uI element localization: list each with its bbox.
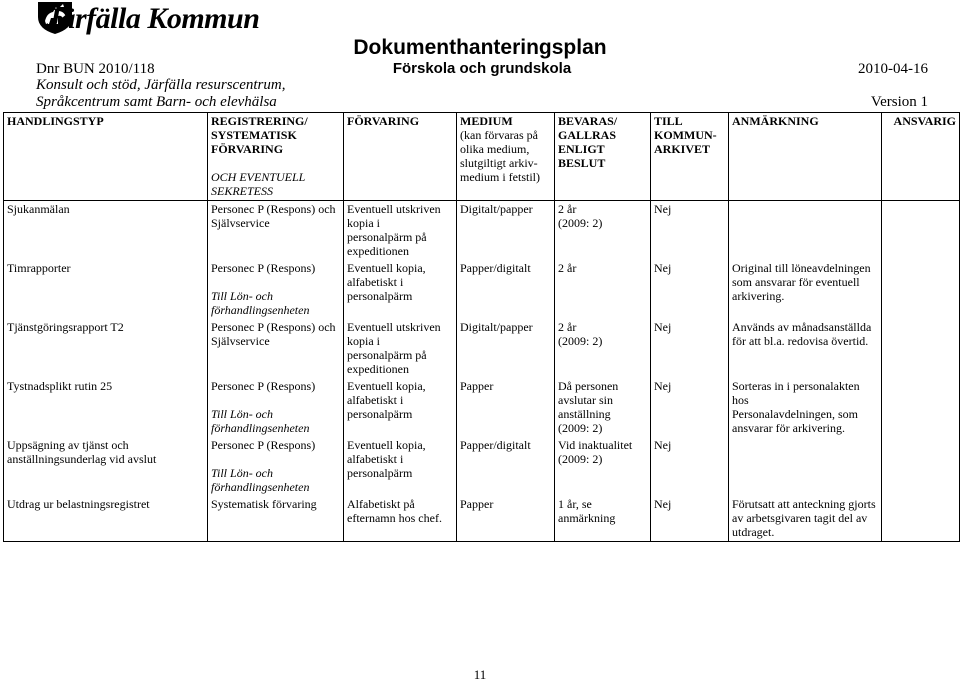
- header-registrering: REGISTRERING/ SYSTEMATISK FÖRVARING OCH EVENTUELL SEKRETESS: [208, 113, 344, 201]
- cell-forvaring: [344, 319, 457, 378]
- cell-bevaras: [555, 437, 651, 496]
- cell-line: 2 år: [558, 202, 577, 216]
- cell-bevaras: [555, 378, 651, 437]
- cell-line: förhandlingsenheten: [211, 421, 310, 435]
- document-subtitle: Förskola och grundskola: [392, 60, 572, 77]
- cell-line: efternamn hos chef.: [347, 511, 442, 525]
- cell-registrering: [208, 437, 344, 496]
- cell-line: arkivering.: [732, 289, 785, 303]
- cell-ansvarig: [882, 260, 960, 319]
- cell-line: för att bl.a. redovisa övertid.: [732, 334, 869, 348]
- header-ansvarig: ANSVARIG: [882, 113, 960, 201]
- cell-line: Eventuell utskriven: [347, 202, 441, 216]
- cell-line: (2009: 2): [558, 421, 603, 435]
- cell-registrering: [208, 260, 344, 319]
- cell-line: Nej: [654, 379, 672, 393]
- cell-line: Förutsatt att anteckning gjorts: [732, 497, 876, 511]
- cell-line: kopia i: [347, 334, 380, 348]
- logo-text: Järfälla Kommun: [46, 2, 260, 35]
- cell-line: förhandlingsenheten: [211, 303, 310, 317]
- cell-line: anställning: [558, 407, 611, 421]
- cell-line: Papper/digitalt: [460, 261, 531, 275]
- cell-line: Till Lön- och: [211, 466, 274, 480]
- cell-medium: [457, 260, 555, 319]
- registration-number: Dnr BUN 2010/118: [36, 61, 155, 77]
- cell-till-kommunarkivet: [651, 260, 729, 319]
- table-row: [4, 437, 960, 496]
- cell-till-kommunarkivet: [651, 319, 729, 378]
- cell-forvaring: [344, 496, 457, 542]
- cell-medium: [457, 378, 555, 437]
- table-row: [4, 201, 960, 261]
- cell-bevaras: [555, 319, 651, 378]
- table-row: [4, 260, 960, 319]
- table-row: [4, 378, 960, 437]
- cell-anmarkning: [729, 496, 882, 542]
- cell-line: Personec P (Respons) och: [211, 202, 336, 216]
- cell-registrering: [208, 319, 344, 378]
- cell-handlingstyp: [4, 496, 208, 542]
- cell-forvaring: [344, 437, 457, 496]
- cell-medium: [457, 201, 555, 261]
- cell-anmarkning: [729, 437, 882, 496]
- version-label: Version 1: [870, 94, 928, 110]
- cell-forvaring: [344, 260, 457, 319]
- cell-line: Eventuell kopia,: [347, 379, 426, 393]
- cell-forvaring: [344, 378, 457, 437]
- cell-handlingstyp: [4, 437, 208, 496]
- cell-line: Tystnadsplikt rutin 25: [7, 379, 113, 393]
- table-row: [4, 496, 960, 542]
- cell-anmarkning: [729, 201, 882, 261]
- cell-line: avslutar sin: [558, 393, 613, 407]
- cell-anmarkning: [729, 378, 882, 437]
- cell-ansvarig: [882, 319, 960, 378]
- cell-bevaras: [555, 201, 651, 261]
- cell-line: Till Lön- och: [211, 407, 274, 421]
- department-line: Konsult och stöd, Järfälla resurscentrum,: [36, 77, 286, 93]
- cell-line: Sjukanmälan: [7, 202, 70, 216]
- cell-line: anmärkning: [558, 511, 616, 525]
- header-till-kommunarkivet: TILL KOMMUN- ARKIVET: [651, 113, 729, 201]
- cell-line: Eventuell utskriven: [347, 320, 441, 334]
- cell-line: Systematisk förvaring: [211, 497, 317, 511]
- cell-handlingstyp: [4, 201, 208, 261]
- header-bevaras: BEVARAS/ GALLRAS ENLIGT BESLUT: [555, 113, 651, 201]
- cell-handlingstyp: [4, 260, 208, 319]
- cell-medium: [457, 496, 555, 542]
- meta-row: [36, 60, 928, 78]
- cell-line: Nej: [654, 261, 672, 275]
- cell-line: Uppsägning av tjänst och: [7, 438, 129, 452]
- cell-line: Utdrag ur belastningsregistret: [7, 497, 150, 511]
- cell-line: Personec P (Respons): [211, 261, 316, 275]
- cell-line: Personec P (Respons): [211, 438, 316, 452]
- cell-anmarkning: [729, 260, 882, 319]
- cell-till-kommunarkivet: [651, 437, 729, 496]
- cell-anmarkning: [729, 319, 882, 378]
- cell-line: Vid inaktualitet: [558, 438, 633, 452]
- cell-line: (2009: 2): [558, 334, 603, 348]
- document-title: Dokumenthanteringsplan: [353, 36, 607, 59]
- cell-line: expeditionen: [347, 244, 409, 258]
- header-medium: MEDIUM (kan förvaras på olika medium, slutgiltigt arkiv- medium i fetstil): [457, 113, 555, 201]
- cell-line: Digitalt/papper: [460, 202, 533, 216]
- cell-line: Nej: [654, 320, 672, 334]
- cell-handlingstyp: [4, 378, 208, 437]
- cell-ansvarig: [882, 496, 960, 542]
- cell-registrering: [208, 201, 344, 261]
- cell-line: alfabetiskt i: [347, 452, 404, 466]
- cell-line: alfabetiskt i: [347, 393, 404, 407]
- cell-line: Nej: [654, 202, 672, 216]
- header-anmarkning: ANMÄRKNING: [729, 113, 882, 201]
- cell-line: 2 år: [558, 320, 577, 334]
- header-handlingstyp: HANDLINGSTYP: [4, 113, 208, 201]
- table-header-row: [4, 113, 960, 201]
- cell-ansvarig: [882, 437, 960, 496]
- cell-line: Papper: [460, 379, 494, 393]
- cell-line: kopia i: [347, 216, 380, 230]
- cell-medium: [457, 437, 555, 496]
- cell-line: av arbetsgivaren tagit del av: [732, 511, 868, 525]
- cell-line: Självservice: [211, 216, 270, 230]
- cell-line: (2009: 2): [558, 452, 603, 466]
- header-forvaring: FÖRVARING: [344, 113, 457, 201]
- cell-ansvarig: [882, 201, 960, 261]
- cell-line: anställningsunderlag vid avslut: [7, 452, 157, 466]
- cell-line: Papper: [460, 497, 494, 511]
- cell-line: personalpärm: [347, 407, 413, 421]
- cell-line: Original till löneavdelningen: [732, 261, 871, 275]
- cell-ansvarig: [882, 378, 960, 437]
- cell-line: Till Lön- och: [211, 289, 274, 303]
- cell-line: Används av månadsanställda: [732, 320, 872, 334]
- cell-till-kommunarkivet: [651, 496, 729, 542]
- cell-medium: [457, 319, 555, 378]
- cell-line: Då personen: [558, 379, 619, 393]
- cell-line: Papper/digitalt: [460, 438, 531, 452]
- cell-till-kommunarkivet: [651, 201, 729, 261]
- cell-line: Personalavdelningen, som: [732, 407, 858, 421]
- cell-line: 2 år: [558, 261, 577, 275]
- cell-line: (2009: 2): [558, 216, 603, 230]
- cell-line: personalpärm på: [347, 230, 427, 244]
- records-table: [3, 112, 960, 542]
- cell-line: förhandlingsenheten: [211, 480, 310, 494]
- unit-line: Språkcentrum samt Barn- och elevhälsa: [36, 94, 277, 110]
- table-row: [4, 319, 960, 378]
- cell-till-kommunarkivet: [651, 378, 729, 437]
- cell-registrering: [208, 496, 344, 542]
- page-number: 11: [473, 667, 487, 682]
- cell-line: Personec P (Respons): [211, 379, 316, 393]
- cell-line: personalpärm på: [347, 348, 427, 362]
- cell-line: som ansvarar för eventuell: [732, 275, 860, 289]
- cell-line: Digitalt/papper: [460, 320, 533, 334]
- cell-line: Personec P (Respons) och: [211, 320, 336, 334]
- cell-registrering: [208, 378, 344, 437]
- cell-line: Nej: [654, 438, 672, 452]
- cell-line: Alfabetiskt på: [347, 497, 415, 511]
- cell-bevaras: [555, 260, 651, 319]
- cell-line: Sorteras in i personalakten hos: [732, 379, 860, 407]
- cell-line: personalpärm: [347, 289, 413, 303]
- cell-line: Tjänstgöringsrapport T2: [7, 320, 124, 334]
- cell-line: 1 år, se: [558, 497, 592, 511]
- document-date: 2010-04-16: [858, 61, 928, 77]
- cell-line: Självservice: [211, 334, 270, 348]
- cell-bevaras: [555, 496, 651, 542]
- cell-line: personalpärm: [347, 466, 413, 480]
- cell-line: Timrapporter: [7, 261, 71, 275]
- cell-line: Nej: [654, 497, 672, 511]
- cell-line: expeditionen: [347, 362, 409, 376]
- cell-line: ansvarar för arkivering.: [732, 421, 845, 435]
- cell-line: Eventuell kopia,: [347, 261, 426, 275]
- cell-line: alfabetiskt i: [347, 275, 404, 289]
- cell-line: utdraget.: [732, 525, 775, 539]
- cell-forvaring: [344, 201, 457, 261]
- cell-line: Eventuell kopia,: [347, 438, 426, 452]
- cell-handlingstyp: [4, 319, 208, 378]
